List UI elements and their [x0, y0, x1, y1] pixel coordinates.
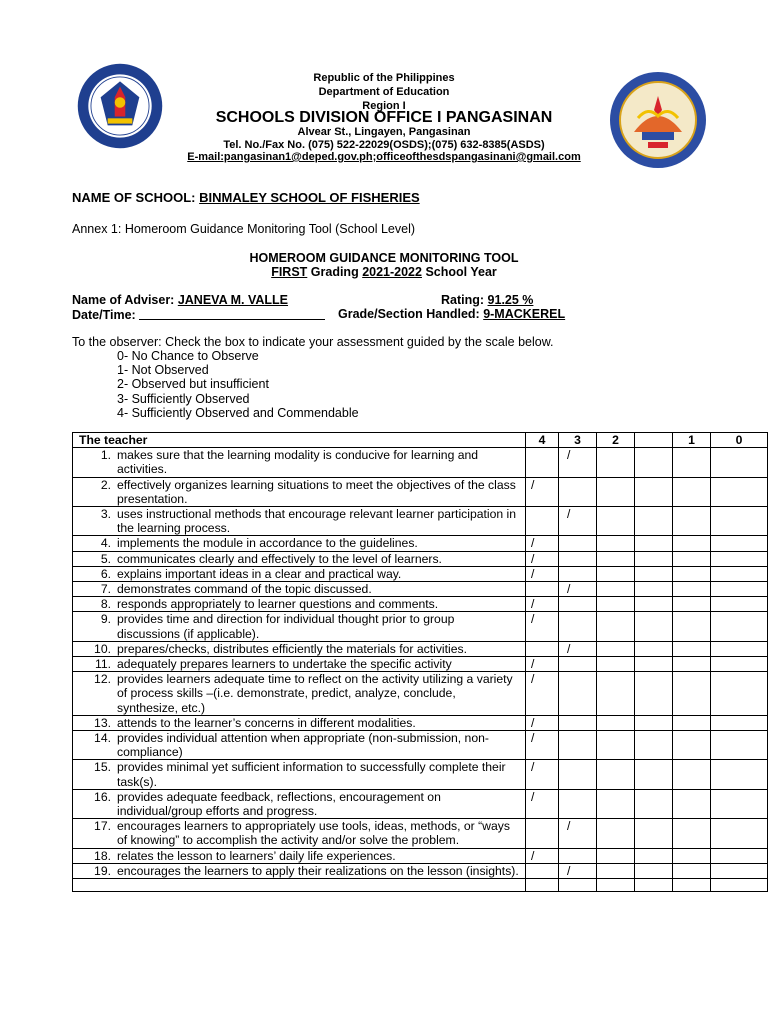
score-cell[interactable] — [559, 789, 597, 818]
item-number: 15. — [94, 760, 111, 775]
checkmark: / — [531, 477, 535, 492]
score-cell[interactable] — [597, 551, 635, 566]
score-cell[interactable] — [559, 731, 597, 760]
item-cell — [73, 507, 526, 536]
score-cell[interactable] — [635, 863, 673, 878]
score-cell[interactable] — [526, 551, 559, 566]
grade-section-label: Grade/Section Handled: — [338, 307, 480, 321]
score-cell[interactable] — [711, 641, 768, 656]
score-cell[interactable] — [711, 819, 768, 848]
item-number: 9. — [100, 612, 111, 627]
score-cell[interactable] — [673, 641, 711, 656]
score-cell[interactable] — [526, 863, 559, 878]
tool-title: HOMEROOM GUIDANCE MONITORING TOOL — [249, 251, 519, 265]
checkmark: / — [531, 760, 535, 775]
score-cell[interactable] — [526, 507, 559, 536]
score-cell[interactable] — [711, 657, 768, 672]
score-cell[interactable] — [597, 536, 635, 551]
header-score-3: 3 — [559, 433, 597, 448]
table-row — [73, 536, 768, 551]
score-cell[interactable] — [597, 848, 635, 863]
table-row — [73, 731, 768, 760]
observer-instructions: To the observer: Check the box to indicate your assessment guided by the scale below. — [72, 335, 554, 349]
scale-item: 4- Sufficiently Observed and Commendable — [117, 405, 359, 420]
item-number: 10. — [94, 641, 111, 656]
score-cell[interactable] — [673, 848, 711, 863]
table-row — [73, 672, 768, 716]
score-cell[interactable] — [711, 612, 768, 641]
scale-item: 0- No Chance to Observe — [117, 349, 259, 363]
item-number: 6. — [100, 566, 111, 581]
school-value: BINMALEY SCHOOL OF FISHERIES — [199, 190, 420, 205]
table-row — [73, 715, 768, 730]
item-cell — [73, 760, 526, 789]
table-row — [73, 566, 768, 581]
item-cell — [73, 477, 526, 506]
score-cell[interactable] — [597, 672, 635, 716]
item-cell — [73, 731, 526, 760]
checkmark: / — [567, 448, 571, 463]
letterhead-address: Alvear St., Lingayen, Pangasinan — [297, 126, 471, 138]
item-text: uses instructional methods that encourage relevant learner participation in the learning process. — [117, 507, 517, 536]
item-cell — [73, 582, 526, 597]
score-cell[interactable] — [526, 715, 559, 730]
item-text: makes sure that the learning modality is conducive for learning and activities. — [117, 448, 479, 477]
table-row-empty — [73, 879, 768, 892]
letterhead-email: E-mail:pangasinan1@deped.gov.ph;officeofthesdspangasinani@gmail.com — [187, 151, 581, 163]
school-name-line — [72, 190, 420, 205]
score-cell[interactable] — [559, 657, 597, 672]
score-cell[interactable] — [559, 448, 597, 477]
score-cell[interactable] — [711, 848, 768, 863]
checkmark: / — [531, 789, 535, 804]
item-number: 3. — [100, 507, 111, 522]
rating-line — [441, 293, 533, 307]
score-cell[interactable] — [559, 715, 597, 730]
table-header-row — [73, 433, 768, 448]
grade-section-line — [338, 307, 565, 321]
grading-quarter: FIRST — [271, 265, 308, 279]
score-cell[interactable] — [526, 582, 559, 597]
item-number: 2. — [100, 477, 111, 492]
score-cell[interactable] — [711, 566, 768, 581]
score-cell[interactable] — [559, 848, 597, 863]
score-cell[interactable] — [673, 731, 711, 760]
rating-scale-list — [117, 349, 359, 420]
score-cell[interactable] — [673, 657, 711, 672]
score-cell[interactable] — [597, 715, 635, 730]
score-cell[interactable] — [559, 477, 597, 506]
score-cell[interactable] — [526, 641, 559, 656]
score-cell[interactable] — [559, 672, 597, 716]
score-cell[interactable] — [559, 566, 597, 581]
empty-cell — [73, 879, 526, 892]
score-cell[interactable] — [597, 597, 635, 612]
score-cell[interactable] — [597, 477, 635, 506]
score-cell[interactable] — [635, 657, 673, 672]
item-cell — [73, 657, 526, 672]
score-cell[interactable] — [711, 731, 768, 760]
score-cell[interactable] — [597, 612, 635, 641]
item-text: provides individual attention when appropriate (non-submission, non-compliance) — [117, 731, 489, 760]
item-cell — [73, 597, 526, 612]
item-cell — [73, 863, 526, 878]
checkmark: / — [531, 657, 535, 672]
score-cell[interactable] — [526, 566, 559, 581]
score-cell[interactable] — [673, 448, 711, 477]
item-cell — [73, 715, 526, 730]
score-cell[interactable] — [526, 731, 559, 760]
item-number: 13. — [94, 715, 111, 730]
score-cell[interactable] — [526, 819, 559, 848]
item-text: implements the module in accordance to the guidelines. — [117, 536, 418, 551]
item-text: encourages the learners to apply their realizations on the lesson (insights). — [117, 863, 519, 878]
checkmark: / — [531, 731, 535, 746]
checkmark: / — [531, 566, 535, 581]
score-cell[interactable] — [635, 536, 673, 551]
adviser-label: Name of Adviser: — [72, 293, 175, 307]
checkmark: / — [531, 715, 535, 730]
table-row — [73, 819, 768, 848]
score-cell[interactable] — [673, 597, 711, 612]
letterhead-republic: Republic of the Philippines — [313, 72, 455, 84]
checkmark: / — [531, 597, 535, 612]
score-cell[interactable] — [526, 597, 559, 612]
score-cell[interactable] — [635, 819, 673, 848]
score-cell[interactable] — [673, 819, 711, 848]
score-cell[interactable] — [635, 597, 673, 612]
score-cell[interactable] — [673, 536, 711, 551]
checkmark: / — [531, 672, 535, 687]
score-cell[interactable] — [526, 536, 559, 551]
letterhead-office: SCHOOLS DIVISION OFFICE I PANGASINAN — [215, 109, 553, 126]
item-text: provides learners adequate time to reflect on the activity utilizing a variety of process skills –(i.e. demonstrate, predict, analyze, conclude, synthesize, etc.) — [117, 672, 513, 715]
table-row — [73, 612, 768, 641]
score-cell[interactable] — [673, 582, 711, 597]
score-cell[interactable] — [711, 551, 768, 566]
score-cell[interactable] — [673, 566, 711, 581]
table-row — [73, 597, 768, 612]
score-cell[interactable] — [526, 657, 559, 672]
item-number: 5. — [100, 551, 111, 566]
score-cell[interactable] — [635, 715, 673, 730]
header-score-1: 1 — [673, 433, 711, 448]
empty-cell — [559, 879, 597, 892]
item-cell — [73, 551, 526, 566]
score-cell[interactable] — [673, 760, 711, 789]
score-cell[interactable] — [526, 612, 559, 641]
monitoring-table — [72, 432, 768, 892]
rating-label: Rating: — [441, 293, 485, 307]
item-text: provides time and direction for individual thought prior to group discussions (if applicable). — [117, 612, 455, 641]
score-cell[interactable] — [559, 819, 597, 848]
adviser-value: JANEVA M. VALLE — [177, 293, 289, 307]
empty-cell — [711, 879, 768, 892]
empty-cell — [597, 879, 635, 892]
checkmark: / — [531, 848, 535, 863]
score-cell[interactable] — [711, 597, 768, 612]
rating-value: 91.25 % — [487, 293, 534, 307]
score-cell[interactable] — [673, 863, 711, 878]
item-cell — [73, 672, 526, 716]
item-text: attends to the learner’s concerns in different modalities. — [117, 715, 416, 730]
table-row — [73, 582, 768, 597]
score-cell[interactable] — [635, 789, 673, 818]
score-cell[interactable] — [526, 848, 559, 863]
score-cell[interactable] — [559, 760, 597, 789]
score-cell[interactable] — [526, 789, 559, 818]
empty-cell — [526, 879, 559, 892]
datetime-line — [72, 307, 325, 322]
score-cell[interactable] — [673, 789, 711, 818]
item-number: 11. — [94, 657, 111, 672]
score-cell[interactable] — [526, 477, 559, 506]
item-number: 8. — [100, 597, 111, 612]
item-number: 1. — [100, 448, 111, 463]
score-cell[interactable] — [673, 477, 711, 506]
item-cell — [73, 612, 526, 641]
grading-year: 2021-2022 — [362, 265, 422, 279]
score-cell[interactable] — [673, 507, 711, 536]
score-cell[interactable] — [711, 477, 768, 506]
score-cell[interactable] — [559, 551, 597, 566]
item-text: encourages learners to appropriately use tools, ideas, methods, or “ways of knowing” to accomplish the activity and/or solve the problem. — [117, 819, 510, 848]
letterhead-tel: Tel. No./Fax No. (075) 522-22029(OSDS);(075) 632-8385(ASDS) — [223, 139, 545, 151]
school-label: NAME OF SCHOOL: — [72, 190, 196, 205]
grading-line — [0, 265, 768, 279]
item-number: 19. — [94, 863, 111, 878]
item-number: 14. — [94, 731, 111, 746]
score-cell[interactable] — [673, 715, 711, 730]
empty-cell — [635, 879, 673, 892]
item-cell — [73, 566, 526, 581]
item-cell — [73, 536, 526, 551]
scale-item: 2- Observed but insufficient — [117, 377, 269, 392]
scale-item: 3- Sufficiently Observed — [117, 391, 250, 406]
score-cell[interactable] — [711, 863, 768, 878]
checkmark: / — [567, 582, 571, 597]
item-number: 7. — [100, 582, 111, 597]
header-score-0: 0 — [711, 433, 768, 448]
table-row — [73, 551, 768, 566]
score-cell[interactable] — [597, 863, 635, 878]
letterhead-region: Region I — [362, 100, 406, 112]
item-number: 4. — [100, 536, 111, 551]
header-score-4: 4 — [526, 433, 559, 448]
item-text: communicates clearly and effectively to the level of learners. — [117, 551, 442, 566]
table-row — [73, 657, 768, 672]
table-row — [73, 507, 768, 536]
score-cell[interactable] — [635, 582, 673, 597]
table-row — [73, 789, 768, 818]
score-cell[interactable] — [711, 672, 768, 716]
score-cell[interactable] — [711, 789, 768, 818]
score-cell[interactable] — [559, 641, 597, 656]
checkmark: / — [567, 641, 571, 656]
score-cell[interactable] — [635, 641, 673, 656]
item-cell — [73, 789, 526, 818]
score-cell[interactable] — [635, 760, 673, 789]
item-text: adequately prepares learners to undertake the specific activity — [117, 657, 452, 672]
score-cell[interactable] — [673, 672, 711, 716]
score-cell[interactable] — [526, 448, 559, 477]
score-cell[interactable] — [597, 789, 635, 818]
score-cell[interactable] — [635, 566, 673, 581]
item-number: 17. — [94, 819, 111, 834]
score-cell[interactable] — [635, 477, 673, 506]
checkmark: / — [567, 819, 571, 834]
annex-title: Annex 1: Homeroom Guidance Monitoring Tool (School Level) — [72, 222, 416, 236]
score-cell[interactable] — [711, 760, 768, 789]
item-cell — [73, 641, 526, 656]
header-teacher: The teacher — [73, 433, 526, 448]
score-cell[interactable] — [711, 715, 768, 730]
item-number: 18. — [94, 848, 111, 863]
checkmark: / — [567, 863, 571, 878]
score-cell[interactable] — [559, 582, 597, 597]
item-cell — [73, 819, 526, 848]
letterhead-department: Department of Education — [318, 86, 450, 98]
grading-end: School Year — [425, 265, 497, 279]
datetime-blank — [139, 307, 325, 320]
checkmark: / — [531, 551, 535, 566]
score-cell[interactable] — [635, 551, 673, 566]
score-cell[interactable] — [559, 612, 597, 641]
item-text: effectively organizes learning situations to meet the objectives of the class presentation. — [117, 477, 516, 506]
score-cell[interactable] — [597, 731, 635, 760]
score-cell[interactable] — [635, 848, 673, 863]
score-cell[interactable] — [711, 582, 768, 597]
item-cell — [73, 848, 526, 863]
score-cell[interactable] — [526, 672, 559, 716]
item-text: provides adequate feedback, reflections, encouragement on individual/group efforts and progress. — [117, 789, 441, 819]
score-cell[interactable] — [597, 448, 635, 477]
item-number: 16. — [94, 789, 111, 804]
checkmark: / — [531, 612, 535, 627]
table-row — [73, 863, 768, 878]
score-cell[interactable] — [711, 507, 768, 536]
score-cell[interactable] — [635, 731, 673, 760]
score-cell[interactable] — [635, 448, 673, 477]
score-cell[interactable] — [559, 597, 597, 612]
empty-cell — [673, 879, 711, 892]
item-text: explains important ideas in a clear and practical way. — [117, 566, 402, 581]
grading-mid: Grading — [310, 265, 359, 279]
table-row — [73, 477, 768, 506]
checkmark: / — [531, 536, 535, 551]
header-blank — [635, 433, 673, 448]
item-text: responds appropriately to learner questions and comments. — [117, 597, 439, 612]
header-score-2: 2 — [597, 433, 635, 448]
table-row — [73, 448, 768, 477]
item-text: relates the lesson to learners’ daily life experiences. — [117, 848, 396, 863]
item-text: demonstrates command of the topic discussed. — [117, 582, 372, 597]
score-cell[interactable] — [526, 760, 559, 789]
table-row — [73, 848, 768, 863]
table-row — [73, 760, 768, 789]
checkmark: / — [567, 507, 571, 522]
grade-section-value: 9-MACKEREL — [483, 307, 566, 321]
score-cell[interactable] — [559, 536, 597, 551]
table-row — [73, 641, 768, 656]
score-cell[interactable] — [597, 819, 635, 848]
item-text: prepares/checks, distributes efficiently the materials for activities. — [117, 641, 467, 656]
score-cell[interactable] — [635, 507, 673, 536]
score-cell[interactable] — [559, 507, 597, 536]
score-cell[interactable] — [597, 582, 635, 597]
score-cell[interactable] — [711, 536, 768, 551]
score-cell[interactable] — [559, 863, 597, 878]
score-cell[interactable] — [597, 641, 635, 656]
score-cell[interactable] — [597, 657, 635, 672]
item-number: 12. — [94, 672, 111, 687]
item-cell — [73, 448, 526, 477]
datetime-label: Date/Time: — [72, 308, 136, 322]
score-cell[interactable] — [635, 612, 673, 641]
score-cell[interactable] — [635, 672, 673, 716]
score-cell[interactable] — [673, 612, 711, 641]
scale-item: 1- Not Observed — [117, 363, 209, 378]
score-cell[interactable] — [711, 448, 768, 477]
score-cell[interactable] — [597, 507, 635, 536]
score-cell[interactable] — [597, 566, 635, 581]
adviser-line — [72, 293, 346, 307]
item-text: provides minimal yet sufficient information to successfully complete their task(s). — [117, 760, 506, 789]
score-cell[interactable] — [673, 551, 711, 566]
score-cell[interactable] — [597, 760, 635, 789]
